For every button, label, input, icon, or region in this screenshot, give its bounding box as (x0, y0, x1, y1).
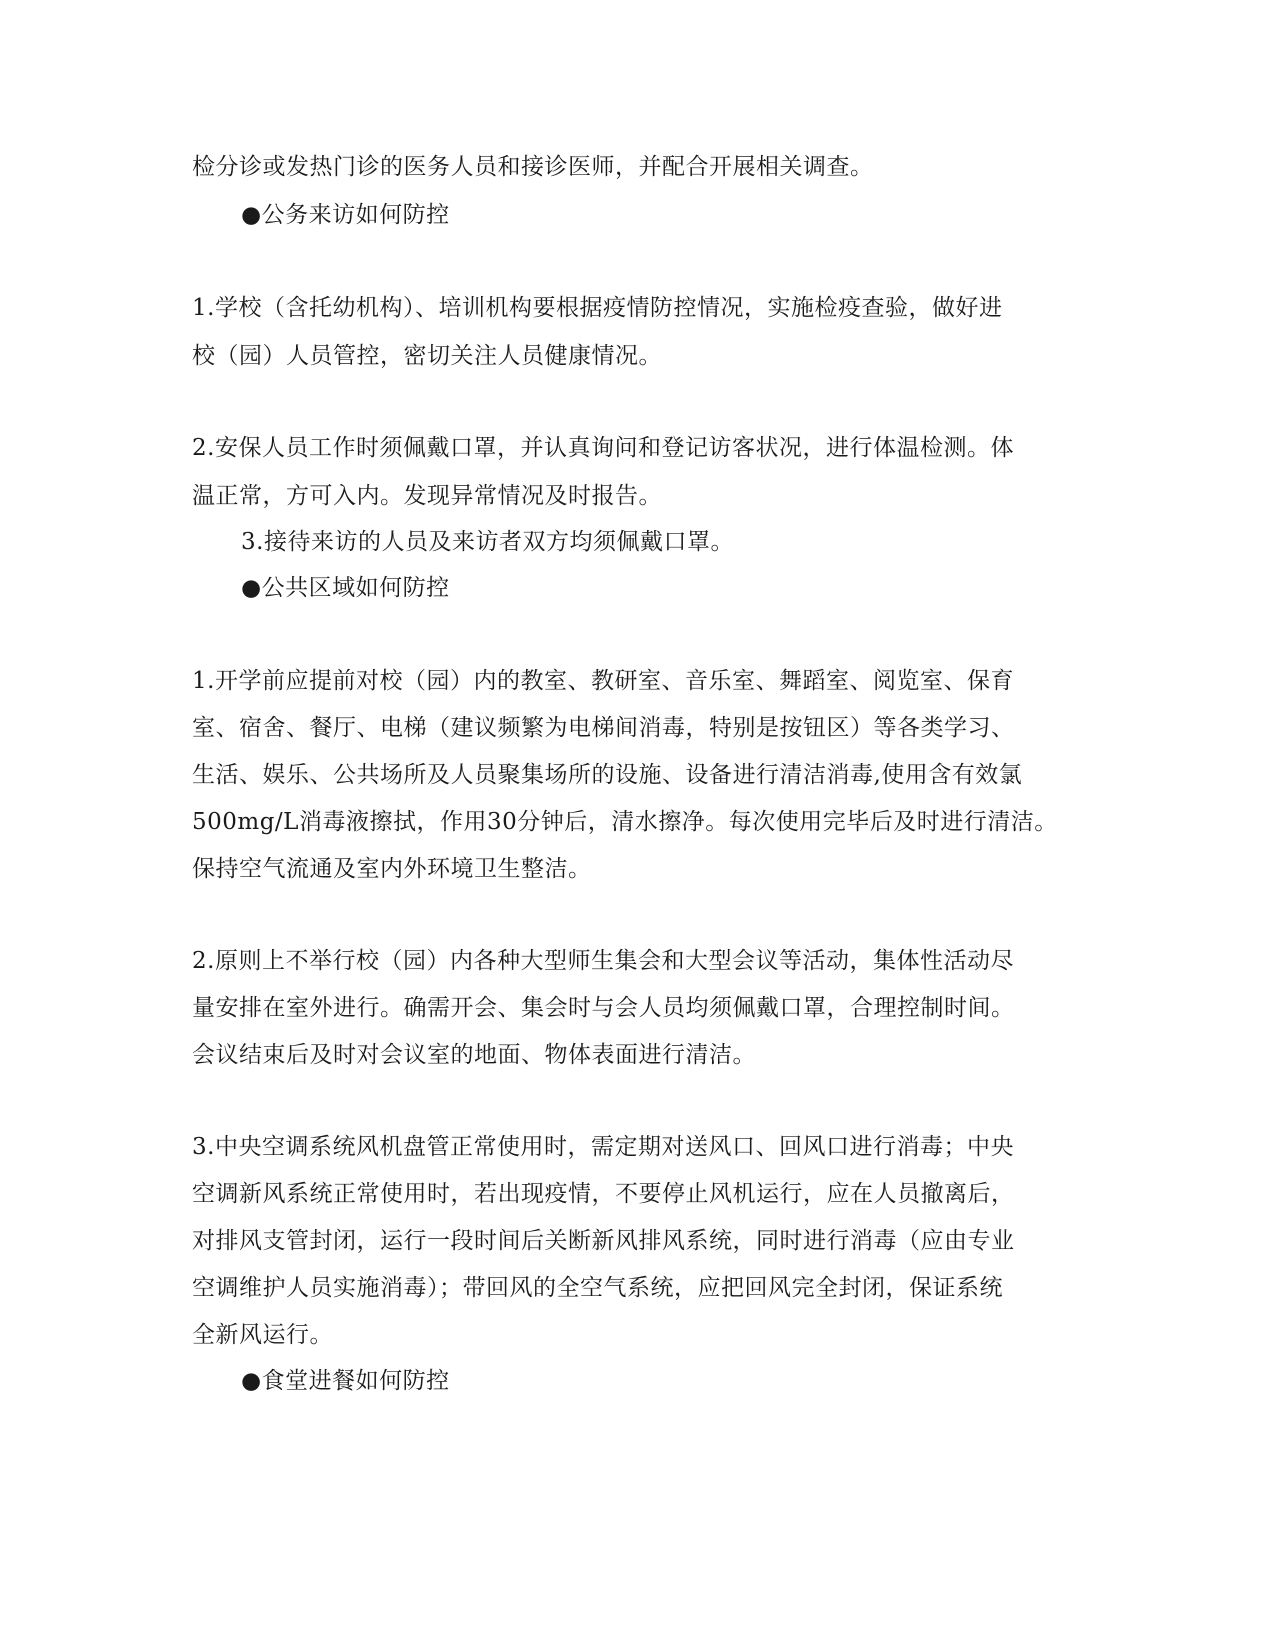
paragraph-line: 1.开学前应提前对校（园）内的教室、教研室、音乐室、舞蹈室、阅览室、保育 (192, 668, 1014, 694)
section-heading-official-visits: ●公务来访如何防控 (241, 202, 450, 228)
paragraph-line: 对排风支管封闭，运行一段时间后关断新风排风系统，同时进行消毒（应由专业 (192, 1228, 1015, 1254)
paragraph-line: 温正常，方可入内。发现异常情况及时报告。 (192, 483, 662, 509)
paragraph-line: 检分诊或发热门诊的医务人员和接诊医师，并配合开展相关调查。 (192, 154, 874, 180)
paragraph-line: 3.中央空调系统风机盘管正常使用时，需定期对送风口、回风口进行消毒；中央 (192, 1134, 1014, 1160)
section-heading-canteen-dining: ●食堂进餐如何防控 (241, 1368, 450, 1394)
paragraph-line: 2.安保人员工作时须佩戴口罩，并认真询问和登记访客状况，进行体温检测。体 (192, 435, 1014, 461)
paragraph-line: 空调维护人员实施消毒）；带回风的全空气系统，应把回风完全封闭，保证系统 (192, 1275, 1003, 1301)
paragraph-line: 500mg/L消毒液擦拭，作用30分钟后，清水擦净。每次使用完毕后及时进行清洁。 (192, 809, 1058, 835)
paragraph-line: 校（园）人员管控，密切关注人员健康情况。 (192, 343, 662, 369)
paragraph-line: 空调新风系统正常使用时，若出现疫情，不要停止风机运行，应在人员撤离后， (192, 1181, 1015, 1207)
section-heading-public-areas: ●公共区域如何防控 (241, 575, 450, 601)
paragraph-line: 2.原则上不举行校（园）内各种大型师生集会和大型会议等活动，集体性活动尽 (192, 948, 1014, 974)
paragraph-line: 会议结束后及时对会议室的地面、物体表面进行清洁。 (192, 1042, 756, 1068)
paragraph-line: 室、宿舍、餐厅、电梯（建议频繁为电梯间消毒，特别是按钮区）等各类学习、 (192, 715, 1015, 741)
paragraph-line: 全新风运行。 (192, 1322, 333, 1348)
paragraph-line: 3.接待来访的人员及来访者双方均须佩戴口罩。 (241, 529, 734, 555)
paragraph-line: 量安排在室外进行。确需开会、集会时与会人员均须佩戴口罩，合理控制时间。 (192, 995, 1015, 1021)
paragraph-line: 保持空气流通及室内外环境卫生整洁。 (192, 856, 592, 882)
paragraph-line: 1.学校（含托幼机构）、培训机构要根据疫情防控情况，实施检疫查验，做好进 (192, 295, 1003, 321)
paragraph-line: 生活、娱乐、公共场所及人员聚集场所的设施、设备进行清洁消毒,使用含有效氯 (192, 762, 1023, 788)
